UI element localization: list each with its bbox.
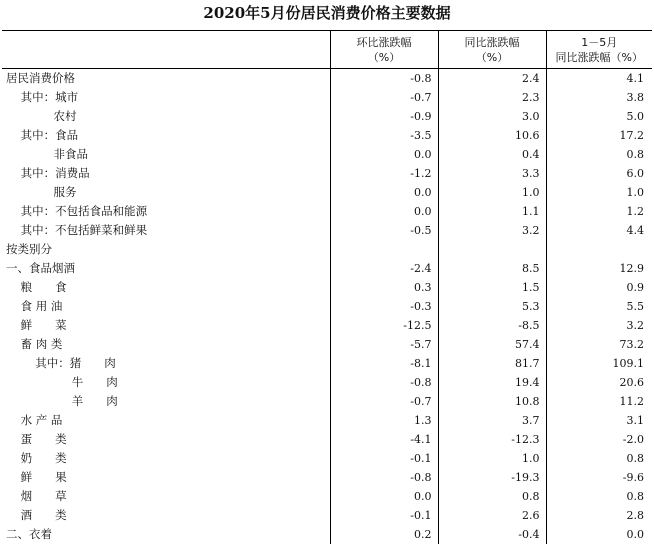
row-mom-value: -0.1	[330, 449, 438, 468]
row-yoy-value: 3.3	[438, 164, 546, 183]
row-yoy-value: -0.4	[438, 525, 546, 544]
row-mom-value: -0.7	[330, 392, 438, 411]
row-ytd-value: 11.2	[546, 392, 652, 411]
row-ytd-value: 17.2	[546, 126, 652, 145]
table-row	[2, 126, 652, 145]
row-label: 非食品	[2, 145, 330, 164]
header-mom	[330, 31, 438, 69]
row-label: 按类别分	[2, 240, 330, 259]
row-label: 鲜 菜	[2, 316, 330, 335]
row-ytd-value: 4.4	[546, 221, 652, 240]
table-row	[2, 202, 652, 221]
row-mom-value: 0.2	[330, 525, 438, 544]
row-label: 其中：城市	[2, 88, 330, 107]
row-label: 水 产 品	[2, 411, 330, 430]
table-row	[2, 240, 652, 259]
row-ytd-value: 20.6	[546, 373, 652, 392]
row-ytd-value: -9.6	[546, 468, 652, 487]
row-yoy-value: 5.3	[438, 297, 546, 316]
row-mom-value: -0.9	[330, 107, 438, 126]
row-mom-value: -3.5	[330, 126, 438, 145]
header-ytd-line1: 1－5月	[550, 35, 650, 50]
row-label: 粮 食	[2, 278, 330, 297]
row-mom-value: -2.4	[330, 259, 438, 278]
row-label: 二、衣着	[2, 525, 330, 544]
row-yoy-value: 1.0	[438, 449, 546, 468]
row-yoy-value: 1.1	[438, 202, 546, 221]
row-label: 牛 肉	[2, 373, 330, 392]
header-ytd	[546, 31, 652, 69]
row-label: 其中：不包括食品和能源	[2, 202, 330, 221]
row-ytd-value: 0.8	[546, 145, 652, 164]
header-mom-line2: （%）	[334, 50, 435, 65]
table-row	[2, 316, 652, 335]
row-mom-value: -8.1	[330, 354, 438, 373]
table-row	[2, 183, 652, 202]
row-yoy-value: -19.3	[438, 468, 546, 487]
header-ytd-line2: 同比涨跌幅（%）	[550, 50, 650, 65]
row-mom-value: -4.1	[330, 430, 438, 449]
row-label: 农村	[2, 107, 330, 126]
row-mom-value	[330, 240, 438, 259]
row-yoy-value: 0.8	[438, 487, 546, 506]
cpi-table	[2, 30, 652, 544]
table-row	[2, 164, 652, 183]
row-label: 其中：猪 肉	[2, 354, 330, 373]
row-label: 羊 肉	[2, 392, 330, 411]
table-row	[2, 354, 652, 373]
row-yoy-value: 3.7	[438, 411, 546, 430]
row-ytd-value: 12.9	[546, 259, 652, 278]
row-label: 烟 草	[2, 487, 330, 506]
table-row	[2, 373, 652, 392]
row-label: 居民消费价格	[2, 69, 330, 89]
row-yoy-value: 19.4	[438, 373, 546, 392]
row-label: 服务	[2, 183, 330, 202]
table-row	[2, 278, 652, 297]
table-row	[2, 411, 652, 430]
table-row	[2, 468, 652, 487]
row-label: 食 用 油	[2, 297, 330, 316]
row-ytd-value: 2.8	[546, 506, 652, 525]
table-body	[2, 69, 652, 544]
table-row	[2, 88, 652, 107]
table-row	[2, 487, 652, 506]
table-header	[2, 31, 652, 69]
row-ytd-value: 0.8	[546, 487, 652, 506]
header-yoy-line2: （%）	[442, 50, 543, 65]
row-mom-value: 0.0	[330, 487, 438, 506]
table-row	[2, 107, 652, 126]
row-ytd-value	[546, 240, 652, 259]
page-title: 2020年5月份居民消费价格主要数据	[0, 0, 654, 26]
row-mom-value: -0.5	[330, 221, 438, 240]
row-yoy-value	[438, 240, 546, 259]
row-mom-value: -0.8	[330, 468, 438, 487]
row-yoy-value: -12.3	[438, 430, 546, 449]
row-label: 鲜 果	[2, 468, 330, 487]
table-row	[2, 297, 652, 316]
row-ytd-value: 5.5	[546, 297, 652, 316]
row-label: 其中：消费品	[2, 164, 330, 183]
row-ytd-value: 6.0	[546, 164, 652, 183]
row-yoy-value: 1.0	[438, 183, 546, 202]
row-ytd-value: 0.8	[546, 449, 652, 468]
table-row	[2, 69, 652, 89]
table-row	[2, 335, 652, 354]
row-yoy-value: 2.3	[438, 88, 546, 107]
row-ytd-value: 1.0	[546, 183, 652, 202]
table-row	[2, 449, 652, 468]
table-row	[2, 145, 652, 164]
row-mom-value: -0.3	[330, 297, 438, 316]
row-yoy-value: 3.0	[438, 107, 546, 126]
row-yoy-value: 10.6	[438, 126, 546, 145]
row-mom-value: -12.5	[330, 316, 438, 335]
row-yoy-value: 81.7	[438, 354, 546, 373]
header-mom-line1: 环比涨跌幅	[334, 35, 435, 50]
row-ytd-value: 3.8	[546, 88, 652, 107]
row-yoy-value: -8.5	[438, 316, 546, 335]
row-yoy-value: 2.4	[438, 69, 546, 89]
row-label: 奶 类	[2, 449, 330, 468]
header-item-blank	[2, 31, 330, 69]
row-mom-value: 0.0	[330, 202, 438, 221]
header-yoy	[438, 31, 546, 69]
row-mom-value: -0.1	[330, 506, 438, 525]
row-mom-value: -0.7	[330, 88, 438, 107]
row-yoy-value: 57.4	[438, 335, 546, 354]
row-mom-value: 0.3	[330, 278, 438, 297]
row-ytd-value: 0.0	[546, 525, 652, 544]
row-mom-value: 0.0	[330, 145, 438, 164]
row-ytd-value: 0.9	[546, 278, 652, 297]
row-ytd-value: 4.1	[546, 69, 652, 89]
row-yoy-value: 1.5	[438, 278, 546, 297]
row-label: 蛋 类	[2, 430, 330, 449]
row-mom-value: 1.3	[330, 411, 438, 430]
row-ytd-value: 109.1	[546, 354, 652, 373]
row-label: 一、食品烟酒	[2, 259, 330, 278]
row-label: 畜 肉 类	[2, 335, 330, 354]
row-mom-value: -0.8	[330, 373, 438, 392]
row-ytd-value: 73.2	[546, 335, 652, 354]
row-yoy-value: 2.6	[438, 506, 546, 525]
row-yoy-value: 10.8	[438, 392, 546, 411]
table-row	[2, 221, 652, 240]
row-mom-value: -1.2	[330, 164, 438, 183]
table-row	[2, 506, 652, 525]
row-label: 酒 类	[2, 506, 330, 525]
header-yoy-line1: 同比涨跌幅	[442, 35, 543, 50]
row-ytd-value: -2.0	[546, 430, 652, 449]
row-label: 其中：食品	[2, 126, 330, 145]
row-ytd-value: 1.2	[546, 202, 652, 221]
table-row	[2, 259, 652, 278]
row-label: 其中：不包括鲜菜和鲜果	[2, 221, 330, 240]
row-ytd-value: 5.0	[546, 107, 652, 126]
table-row	[2, 430, 652, 449]
row-ytd-value: 3.2	[546, 316, 652, 335]
table-row	[2, 392, 652, 411]
table-row	[2, 525, 652, 544]
row-yoy-value: 3.2	[438, 221, 546, 240]
row-mom-value: -5.7	[330, 335, 438, 354]
row-mom-value: -0.8	[330, 69, 438, 89]
row-mom-value: 0.0	[330, 183, 438, 202]
row-yoy-value: 8.5	[438, 259, 546, 278]
row-yoy-value: 0.4	[438, 145, 546, 164]
row-ytd-value: 3.1	[546, 411, 652, 430]
